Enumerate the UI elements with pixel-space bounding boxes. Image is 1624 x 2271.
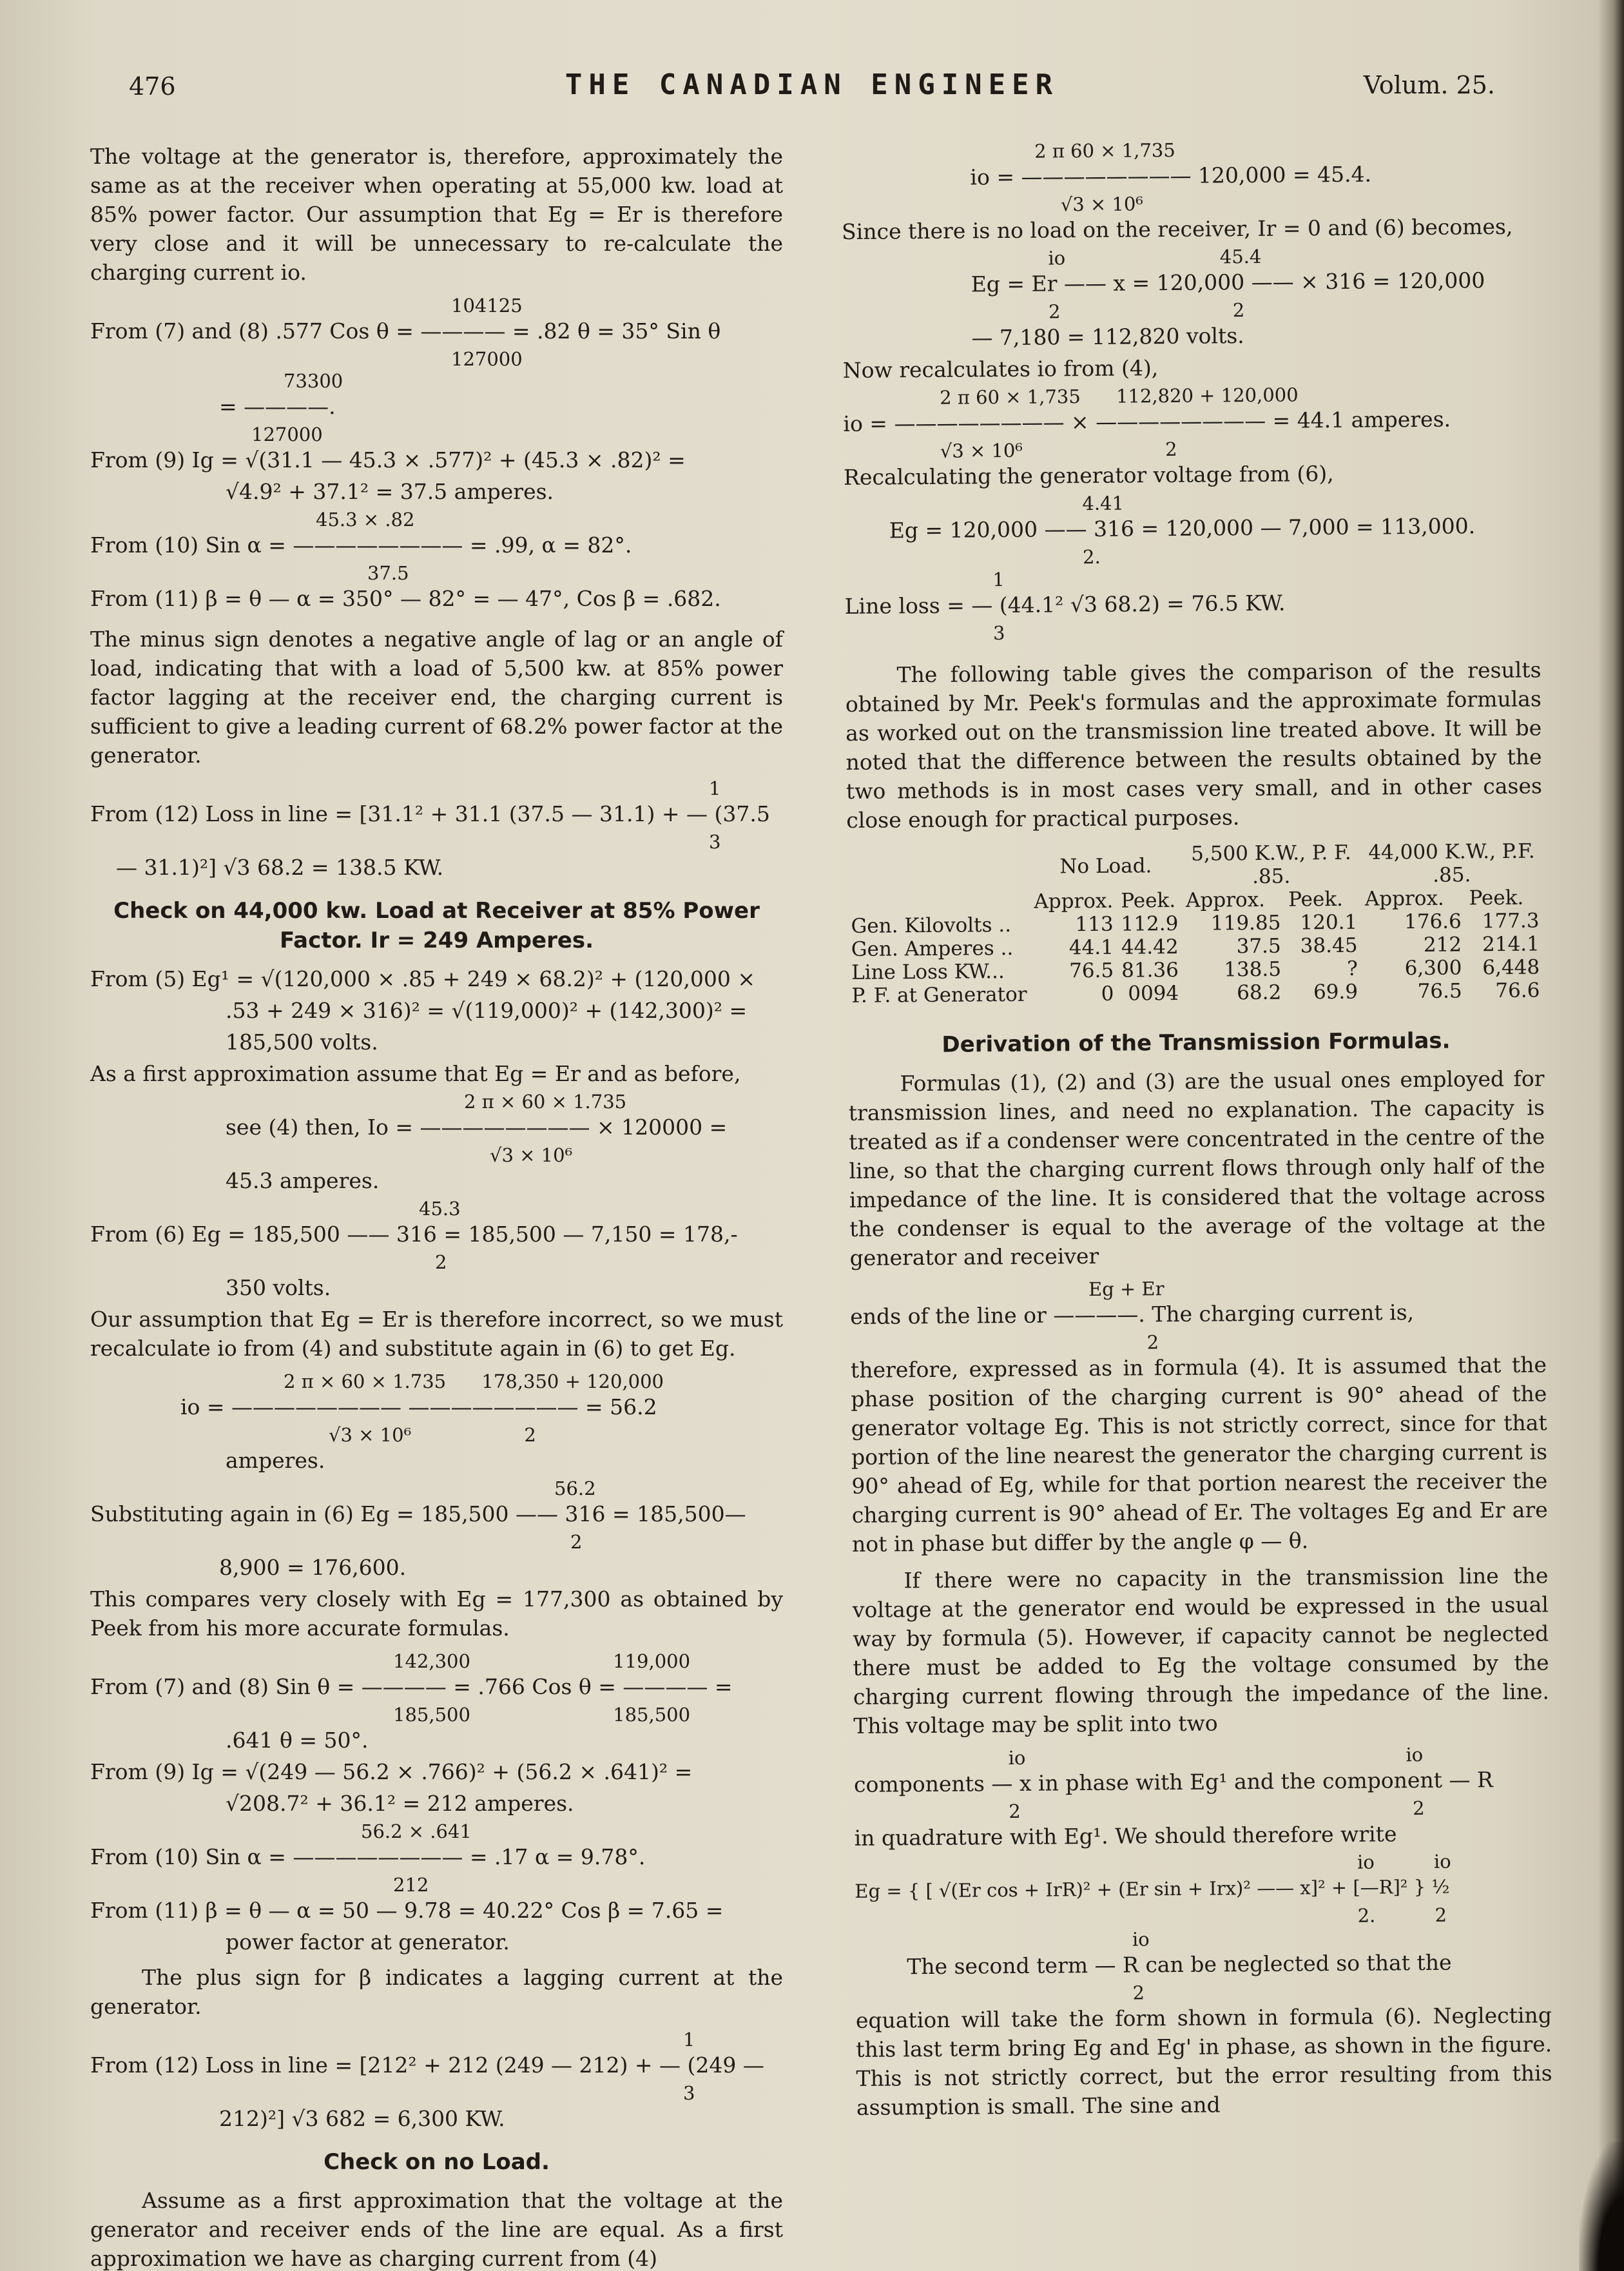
table-group-44000: 44,000 K.W., P.F. .85. xyxy=(1368,839,1535,887)
comparison-table xyxy=(847,839,1544,1007)
equation-denominator: √3 × 10⁶ xyxy=(490,1144,573,1166)
equation: 350 volts. xyxy=(226,1275,331,1300)
equation: From (12) Loss in line = [31.1² + 31.1 (37.5 — 31.1) + — (37.5 xyxy=(90,801,770,826)
equation-superscript: 1 xyxy=(683,2029,695,2051)
paragraph: Assume as a first approximation that the voltage at the generator and receiver ends of the line are equal. As a first approximation we have as charging current from (4) xyxy=(90,2188,783,2271)
equation-denominator: √3 × 10⁶ 2 xyxy=(329,1424,536,1446)
table-cell: 119.85 xyxy=(1210,911,1281,935)
equation: Now recalculates io from (4), xyxy=(842,355,1159,383)
equation: 8,900 = 176,600. xyxy=(219,1555,407,1580)
equation: 212)²] √3 682 = 6,300 KW. xyxy=(219,2106,505,2131)
equation: From (10) Sin α = ———————— = .17 α = 9.78°. xyxy=(90,1844,646,1869)
equation-numerator: 2 π 60 × 1,735 xyxy=(1034,139,1175,162)
table-cell: 76.5 xyxy=(1068,959,1114,983)
equation-denominator: 2 xyxy=(570,1531,583,1553)
table-cell: 44.42 xyxy=(1121,935,1179,959)
equation: io = ———————— × ———————— = 44.1 amperes. xyxy=(843,406,1451,436)
equation: Since there is no load on the receiver, Ir = 0 and (6) becomes, xyxy=(841,213,1513,244)
table-cell: 37.5 xyxy=(1236,934,1281,959)
equation-numerator: 2 π × 60 × 1.735 178,350 + 120,000 xyxy=(284,1370,664,1392)
equation-superscript: 1 xyxy=(992,569,1005,591)
equation: Eg = { [ √(Er cos + IrR)² + (Er sin + Irx)² —— x]² + [—R]² } ½ xyxy=(855,1875,1450,1902)
paragraph: The plus sign for β indicates a lagging current at the generator. xyxy=(90,1965,783,2019)
volume-label: Volum. 25. xyxy=(1363,71,1495,99)
equation: From (6) Eg = 185,500 —— 316 = 185,500 — 7,150 = 178,- xyxy=(90,1222,738,1247)
table-cell: 112.9 xyxy=(1121,911,1179,936)
paragraph: If there were no capacity in the transmission line the voltage at the generator end would be expressed in the usual way by formula (5). However, if capacity cannot be neglected there must be added to Eg the voltage consumed by the charging current flowing through the impedance of the line. This voltage may be split into two xyxy=(852,1563,1550,1739)
equation-denominator: 2. 2 xyxy=(1357,1904,1447,1927)
equation-numerator: io io xyxy=(1357,1850,1451,1873)
table-row-label: P. F. at Generator xyxy=(851,982,1027,1008)
table-cell: 177.3 xyxy=(1482,909,1540,933)
paragraph: The voltage at the generator is, therefore, approximately the same as at the receiver when operating at 55,000 kw. load at 85% power factor. Our assumption that Eg = Er is therefore very close and it will be unnecessary to re-calculate the charging current io. xyxy=(90,144,783,285)
equation: From (11) β = θ — α = 350° — 82° = — 47°, Cos β = .682. xyxy=(90,586,721,611)
table-sub-header: Peek. xyxy=(1288,887,1344,911)
table-sub-header: Approx. xyxy=(1364,886,1444,911)
table-cell: 81.36 xyxy=(1121,958,1179,982)
equation-numerator: 142,300 119,000 xyxy=(393,1650,691,1672)
equation: Substituting again in (6) Eg = 185,500 —— 316 = 185,500— xyxy=(90,1501,746,1526)
table-sub-header: Approx. xyxy=(1185,888,1266,912)
equation: io = ———————— ———————— = 56.2 xyxy=(180,1394,657,1419)
equation-numerator: 73300 xyxy=(284,370,343,392)
page-edge-shadow xyxy=(1598,0,1624,2271)
equation: From (10) Sin α = ———————— = .99, α = 82°. xyxy=(90,532,632,558)
equation-superscript: 1 xyxy=(709,777,721,799)
equation-subscript: 3 xyxy=(709,831,721,853)
equation: io = ———————— 120,000 = 45.4. xyxy=(970,161,1372,190)
equation-numerator: 2 π 60 × 1,735 112,820 + 120,000 xyxy=(939,384,1299,409)
table-group-no-load: No Load. xyxy=(1059,854,1152,879)
equation: From (7) and (8) .577 Cos θ = ———— = .82 θ = 35° Sin θ xyxy=(90,318,721,344)
section-heading: Derivation of the Transmission Formulas. xyxy=(942,1028,1451,1058)
equation-subscript: 2 xyxy=(1132,1982,1145,2004)
table-cell: 113 xyxy=(1075,912,1114,937)
table-cell: 0 xyxy=(1101,982,1114,1006)
paragraph: equation will take the form shown in formula (6). Neglecting this last term bring Eg and Eg' in phase, as shown in the figure. This is not strictly correct, but the error resulting from this assumption is small. The sine and xyxy=(855,2002,1552,2120)
equation: From (5) Eg¹ = √(120,000 × .85 + 249 × 68.2)² + (120,000 × xyxy=(90,966,756,991)
page-corner-shadow xyxy=(1579,2142,1624,2271)
table-cell: ? xyxy=(1346,957,1358,980)
page-header xyxy=(129,64,1495,110)
comparison-table-groups xyxy=(847,839,1544,1007)
table-cell: 0094 xyxy=(1128,981,1179,1006)
equation-denominator: 212 xyxy=(393,1874,429,1896)
equation: As a first approximation assume that Eg = Er and as before, xyxy=(90,1061,741,1086)
table-group-5500: 5,500 K.W., P. F. .85. xyxy=(1191,841,1351,889)
equation: From (7) and (8) Sin θ = ———— = .766 Cos θ = ———— = xyxy=(90,1674,733,1699)
equation-subscript: 3 xyxy=(992,622,1005,645)
table-cell: 176.6 xyxy=(1404,910,1462,934)
equation-numerator: Eg + Er xyxy=(1088,1278,1165,1301)
equation: in quadrature with Eg¹. We should therefore write xyxy=(854,1821,1397,1851)
table-cell: 6,448 xyxy=(1482,955,1540,980)
equation-denominator: 2. xyxy=(1082,545,1101,569)
equation: ends of the line or ————. The charging current is, xyxy=(850,1300,1415,1329)
equation: — 7,180 = 112,820 volts. xyxy=(971,323,1244,351)
table-sub-header: Approx. xyxy=(1034,889,1114,913)
paragraph: The minus sign denotes a negative angle of lag or an angle of load, indicating that with a load of 5,500 kw. at 85% power factor lagging at the receiver end, the charging current is sufficient to give a leading current of 68.2% power factor at the generator. xyxy=(90,627,783,768)
paragraph: Formulas (1), (2) and (3) are the usual ones employed for transmission lines, and need no explanation. The capacity is treated as if a condenser were concentrated in the centre of the line, so that the charging current flows through only half of the impedance of the line. It is considered that the voltage across the condenser is equal to the average of the voltage at the generator and receiver xyxy=(848,1066,1546,1271)
table-cell: 76.5 xyxy=(1417,979,1462,1004)
equation-denominator: √3 × 10⁶ xyxy=(1060,193,1144,216)
equation-denominator: 2 xyxy=(1146,1331,1159,1354)
table-cell: 212 xyxy=(1423,933,1462,957)
equation: .53 + 249 × 316)² = √(119,000)² + (142,300)² = xyxy=(226,998,748,1023)
right-column xyxy=(841,137,1552,2130)
table-cell: 6,300 xyxy=(1404,956,1462,980)
paragraph: Our assumption that Eg = Er is therefore incorrect, so we must recalculate io from (4) and substitute again in (6) to get Eg. xyxy=(90,1307,783,1361)
equation-numerator: 56.2 xyxy=(554,1477,596,1499)
equation-numerator: 45.3 xyxy=(419,1198,461,1220)
section-heading: Check on no Load. xyxy=(324,2149,550,2175)
table-cell: 68.2 xyxy=(1237,980,1282,1005)
journal-title: THE CANADIAN ENGINEER xyxy=(565,68,1059,101)
equation: Eg = Er —— x = 120,000 —— × 316 = 120,000 xyxy=(971,268,1485,297)
equation-denominator: 127000 xyxy=(451,348,523,370)
table-cell: 76.6 xyxy=(1495,979,1540,1003)
equation: .641 θ = 50°. xyxy=(226,1728,369,1753)
table-cell: 214.1 xyxy=(1482,932,1540,957)
table-cell: 120.1 xyxy=(1300,910,1358,935)
table-row-label: Line Loss KW... xyxy=(851,960,1005,984)
equation-superscript: io xyxy=(1132,1928,1150,1951)
left-column xyxy=(90,142,783,2271)
table-cell: 38.45 xyxy=(1300,933,1358,958)
equation-denominator: 127000 xyxy=(251,424,323,445)
equation-numerator: io io xyxy=(1008,1743,1424,1769)
equation: see (4) then, Io = ———————— × 120000 = xyxy=(226,1115,728,1140)
equation: power factor at generator. xyxy=(226,1929,510,1954)
equation-numerator: 104125 xyxy=(451,295,523,317)
equation: Eg = 120,000 —— 316 = 120,000 — 7,000 = 113,000. xyxy=(889,513,1476,543)
equation-denominator: √3 × 10⁶ 2 xyxy=(940,438,1177,462)
equation: Line loss = — (44.1² √3 68.2) = 76.5 KW. xyxy=(844,590,1286,619)
table-row-label: Gen. Kilovolts .. xyxy=(851,913,1012,938)
table-sub-header: Peek. xyxy=(1121,888,1176,913)
equation-numerator: 56.2 × .641 xyxy=(361,1820,472,1842)
equation: Recalculating the generator voltage from (6), xyxy=(843,461,1334,490)
table-cell: 69.9 xyxy=(1313,980,1358,1004)
equation-numerator: 2 π × 60 × 1.735 xyxy=(464,1091,627,1113)
equation: 185,500 volts. xyxy=(226,1029,378,1055)
equation: components — x in phase with Eg¹ and the component — R xyxy=(853,1767,1493,1797)
equation: √208.7² + 36.1² = 212 amperes. xyxy=(226,1791,574,1816)
page-number: 476 xyxy=(129,72,176,101)
equation-denominator: 37.5 xyxy=(367,562,409,584)
equation-denominator: 2 2 xyxy=(1048,299,1245,323)
equation: amperes. xyxy=(226,1448,325,1473)
equation: From (11) β = θ — α = 50 — 9.78 = 40.22° Cos β = 7.65 = xyxy=(90,1898,724,1923)
paragraph: The following table gives the comparison of the results obtained by Mr. Peek's formulas and the approximate formulas as worked out on the transmission line treated above. It will be noted that the difference between the results obtained by the two methods is in most cases very small, and in other cases close enough for practical purposes. xyxy=(845,657,1543,833)
equation-denominator: 2 xyxy=(435,1251,447,1273)
equation-denominator: 185,500 185,500 xyxy=(393,1704,691,1726)
paragraph: This compares very closely with Eg = 177,300 as obtained by Peek from his more accurate formulas. xyxy=(90,1586,783,1641)
equation-numerator: io 45.4 xyxy=(1048,245,1262,269)
equation: 45.3 amperes. xyxy=(226,1168,380,1193)
equation: From (9) Ig = √(249 — 56.2 × .766)² + (56.2 × .641)² = xyxy=(90,1759,693,1784)
table-cell: 44.1 xyxy=(1068,935,1114,960)
equation-numerator: 4.41 xyxy=(1082,492,1125,515)
equation: From (9) Ig = √(31.1 — 45.3 × .577)² + (45.3 × .82)² = xyxy=(90,447,686,473)
equation: √4.9² + 37.1² = 37.5 amperes. xyxy=(226,479,554,504)
equation: — 31.1)²] √3 68.2 = 138.5 KW. xyxy=(116,855,444,880)
table-row-label: Gen. Amperes .. xyxy=(851,936,1014,961)
equation: From (12) Loss in line = [212² + 212 (249 — 212) + — (249 — xyxy=(90,2052,764,2078)
paragraph: therefore, expressed as in formula (4). It is assumed that the phase position of the charging current is 90° ahead of the generator voltage Eg. This is not strictly correct, since for that portion of the line nearest the generator the charging current is 90° ahead of Eg, while for that portion nearest the receiver the charging current is 90° ahead of Er. The voltages Eg and Er are not in phase but differ by the angle φ — θ. xyxy=(850,1352,1548,1557)
table-row xyxy=(847,979,1543,1007)
section-heading: Check on 44,000 kw. Load at Receiver at 85% Power Factor. Ir = 249 Amperes. xyxy=(113,898,760,953)
equation-denominator: 2 2 xyxy=(1009,1797,1425,1823)
equation-subscript: 3 xyxy=(683,2082,695,2104)
equation: = ————. xyxy=(219,394,336,419)
table-group-header-row xyxy=(847,839,1543,891)
equation-numerator: 45.3 × .82 xyxy=(316,509,415,531)
table-sub-header: Peek. xyxy=(1469,886,1524,910)
equation: The second term — R can be neglected so that the xyxy=(907,1949,1452,1980)
table-cell: 138.5 xyxy=(1224,957,1282,982)
